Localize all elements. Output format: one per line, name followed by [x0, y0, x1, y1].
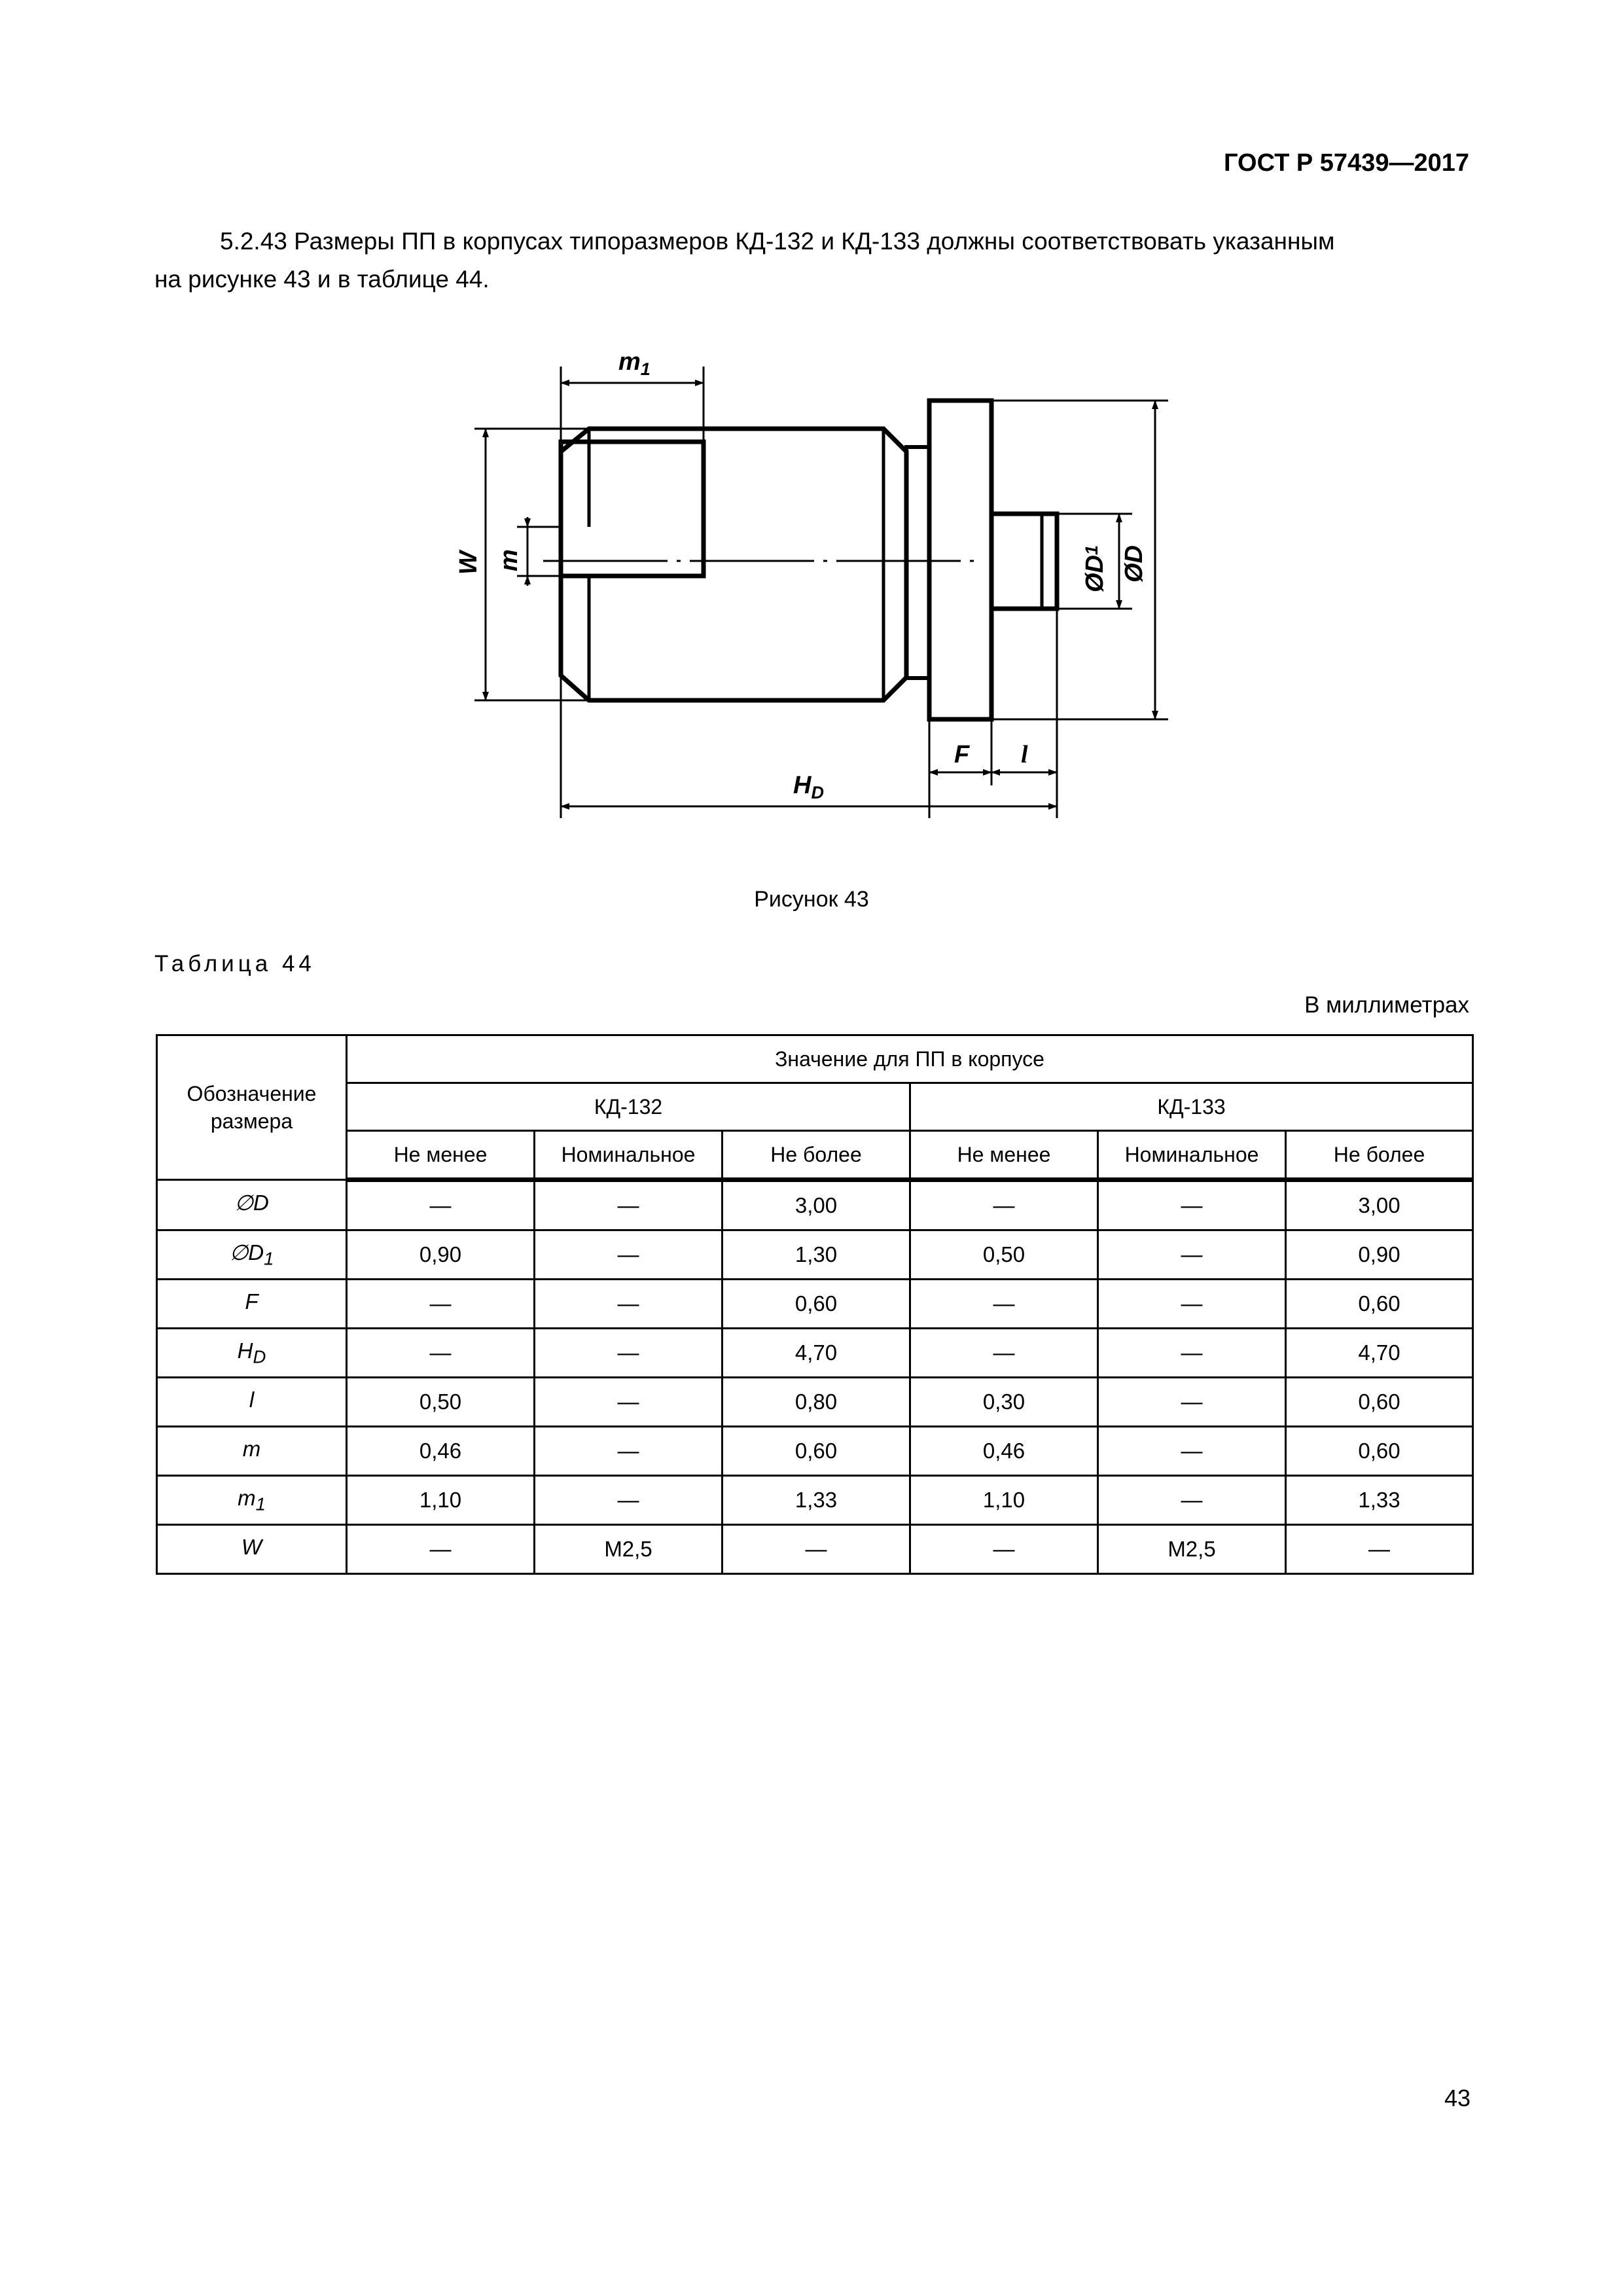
label-D1: $ØD^1$ — [1081, 545, 1109, 592]
cell: 0,50 — [910, 1230, 1098, 1280]
neck — [906, 447, 929, 678]
cell: — — [535, 1427, 722, 1476]
cell: 0,80 — [722, 1378, 910, 1427]
cell: — — [347, 1329, 535, 1378]
cell: — — [347, 1280, 535, 1329]
cell: 0,60 — [1286, 1280, 1473, 1329]
cell: 1,33 — [722, 1476, 910, 1525]
cell: — — [722, 1525, 910, 1574]
cell: 1,10 — [910, 1476, 1098, 1525]
subheader-min: Не менее — [347, 1131, 535, 1180]
cell: 1,30 — [722, 1230, 910, 1280]
subheader-min: Не менее — [910, 1131, 1098, 1180]
label-F: F — [954, 741, 970, 768]
cell: 3,00 — [1286, 1180, 1473, 1230]
row-symbol: $m_1$ — [157, 1476, 347, 1525]
cell: 0,60 — [1286, 1427, 1473, 1476]
figure-43-drawing — [0, 0, 1623, 870]
table-name: Таблица 44 — [154, 951, 315, 977]
page-number: 43 — [1444, 2085, 1471, 2111]
group-header: Значение для ПП в корпусе — [347, 1035, 1473, 1083]
document-header: ГОСТ Р 57439—2017 — [1224, 149, 1469, 177]
cell: — — [1098, 1280, 1286, 1329]
package-kd132: КД-132 — [347, 1083, 910, 1131]
cell: — — [535, 1329, 722, 1378]
cell: — — [347, 1525, 535, 1574]
cell: 0,50 — [347, 1378, 535, 1427]
row-symbol: $\emptyset D_1$ — [157, 1230, 347, 1280]
paragraph-number: 5.2.43 — [220, 228, 287, 255]
subheader-max: Не более — [722, 1131, 910, 1180]
row-symbol: F — [157, 1280, 347, 1329]
label-W: W — [455, 551, 482, 575]
cell: — — [1098, 1180, 1286, 1230]
package-kd133: КД-133 — [910, 1083, 1473, 1131]
body-outline — [561, 429, 906, 700]
cell: — — [535, 1476, 722, 1525]
label-l: l — [1021, 741, 1028, 768]
table-row — [157, 1525, 1473, 1574]
cell: 0,60 — [722, 1427, 910, 1476]
table-row — [157, 1280, 1473, 1329]
cell: M2,5 — [1098, 1525, 1286, 1574]
label-D: ØD — [1120, 545, 1148, 583]
figure-caption: Рисунок 43 — [754, 887, 869, 912]
table-row — [157, 1180, 1473, 1230]
cell: 1,33 — [1286, 1476, 1473, 1525]
cell: 4,70 — [722, 1329, 910, 1378]
cell: 1,10 — [347, 1476, 535, 1525]
paragraph-text-line2: на рисунке 43 и в таблице 44. — [154, 266, 490, 293]
pin — [991, 514, 1057, 609]
cell: M2,5 — [535, 1525, 722, 1574]
cell: — — [1098, 1476, 1286, 1525]
subheader-nominal: Номинальное — [1098, 1131, 1286, 1180]
cell: — — [1286, 1525, 1473, 1574]
cell: — — [910, 1180, 1098, 1230]
cell: 0,46 — [910, 1427, 1098, 1476]
label-HD: $H_D$ — [793, 772, 824, 802]
table-row — [157, 1329, 1473, 1378]
cell: 0,60 — [1286, 1378, 1473, 1427]
table-row — [157, 1230, 1473, 1280]
cell: — — [1098, 1427, 1286, 1476]
table-row — [157, 1378, 1473, 1427]
cell: — — [910, 1280, 1098, 1329]
cell: — — [535, 1180, 722, 1230]
cell: — — [535, 1280, 722, 1329]
table-units: В миллиметрах — [1304, 992, 1469, 1018]
dimensions-table — [156, 1034, 1474, 1575]
paragraph-text-line1: Размеры ПП в корпусах типоразмеров КД-132 и КД-133 должны соответствовать указанным — [294, 228, 1335, 255]
subheader-nominal: Номинальное — [535, 1131, 722, 1180]
table-row — [157, 1427, 1473, 1476]
cell: — — [535, 1230, 722, 1280]
row-symbol: l — [157, 1378, 347, 1427]
cell: — — [535, 1378, 722, 1427]
label-m1: $m_1$ — [618, 348, 651, 379]
cell: 0,30 — [910, 1378, 1098, 1427]
cell: — — [1098, 1230, 1286, 1280]
row-symbol: W — [157, 1525, 347, 1574]
table-row — [157, 1476, 1473, 1525]
row-symbol: m — [157, 1427, 347, 1476]
cell: 4,70 — [1286, 1329, 1473, 1378]
cell: — — [347, 1180, 535, 1230]
cell: 0,90 — [347, 1230, 535, 1280]
cell: — — [1098, 1378, 1286, 1427]
cell: 0,60 — [722, 1280, 910, 1329]
cell: 3,00 — [722, 1180, 910, 1230]
subheader-max: Не более — [1286, 1131, 1473, 1180]
row-symbol: $H_D$ — [157, 1329, 347, 1378]
row-symbol: ∅D — [157, 1180, 347, 1230]
label-m: m — [495, 549, 523, 571]
cell: — — [910, 1329, 1098, 1378]
col-designation: Обозначение размера — [157, 1035, 347, 1180]
cell: — — [1098, 1329, 1286, 1378]
cell: 0,90 — [1286, 1230, 1473, 1280]
cell: 0,46 — [347, 1427, 535, 1476]
cell: — — [910, 1525, 1098, 1574]
